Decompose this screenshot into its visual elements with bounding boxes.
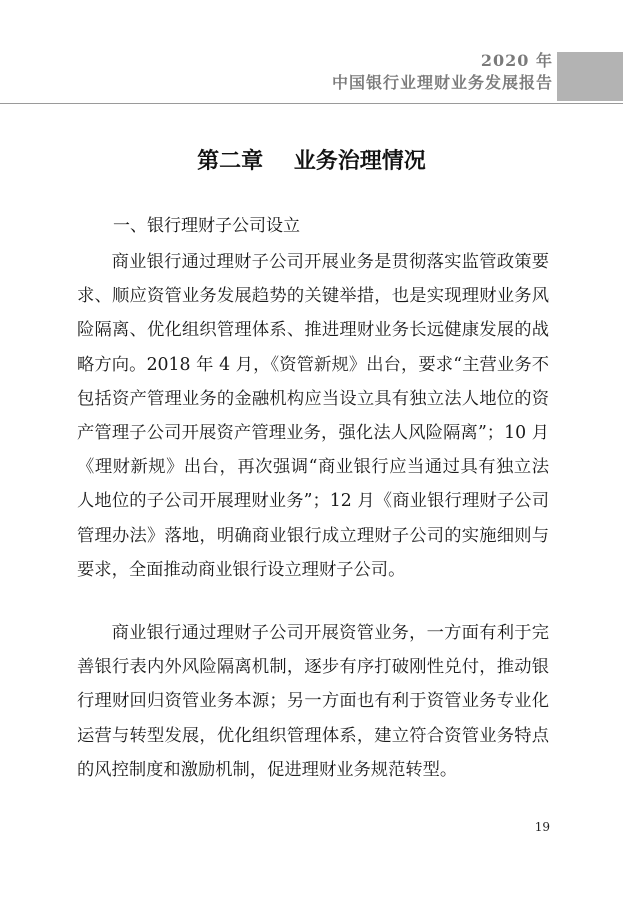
body-paragraph-1: 商业银行通过理财子公司开展业务是贯彻落实监管政策要求、顺应资管业务发展趋势的关键举措，也是实现理财业务风险隔离、优化组织管理体系、推进理财业务长远健康发展的战略方向。2018 年 4 月，《资管新规》出台，要求“主营业务不包括资产管理业务的金融机构应当设立具有独立法人地位的资产管理子公司开展资产管理业务，强化法人风险隔离”；10 月《理财新规》出台，再次强调“商业银行应当通过具有独立法人地位的子公司开展理财业务”；12 月《商业银行理财子公司管理办法》落地，明确商业银行成立理财子公司的实施细则与要求，全面推动商业银行设立理财子公司。 [77, 252, 549, 580]
chapter-title: 第二章 业务治理情况 [197, 149, 426, 174]
header-divider [0, 103, 623, 104]
running-header [300, 50, 553, 94]
section-heading: 一、银行理财子公司设立 [113, 216, 300, 236]
header-report-title: 中国银行业理财业务发展报告 [331, 73, 553, 92]
body-paragraph-2: 商业银行通过理财子公司开展资管业务，一方面有利于完善银行表内外风险隔离机制，逐步有序打破刚性兑付，推动银行理财回归资管业务本源；另一方面也有利于资管业务专业化运营与转型发展，优化组织管理体系，建立符合资管业务特点的风控制度和激励机制，促进理财业务规范转型。 [77, 623, 549, 780]
page-number: 19 [534, 820, 550, 834]
header-year: 2020 年 [480, 51, 553, 70]
header-gray-tab [557, 52, 623, 101]
